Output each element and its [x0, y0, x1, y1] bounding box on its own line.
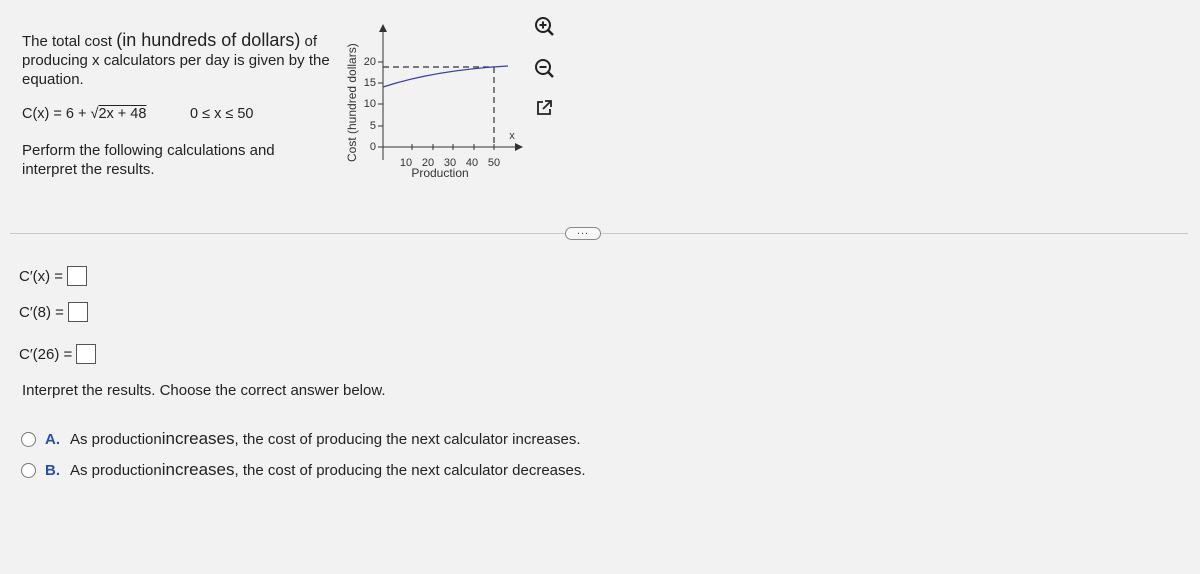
choice-b-text-a: As production: [70, 461, 162, 479]
choice-a-text-b: increases: [161, 429, 235, 448]
y-tick-label-0: 0: [369, 140, 376, 153]
interpret-prompt: Interpret the results. Choose the correct answer below.: [22, 382, 386, 399]
answer-row-c-prime-26: [19, 344, 96, 364]
answer-label-c-prime-8: C′(8) =: [19, 303, 64, 321]
choice-b-letter: B.: [45, 461, 60, 479]
choice-a-radio[interactable]: [21, 432, 36, 447]
zoom-in-button[interactable]: [532, 14, 556, 38]
answer-input-c-prime-26[interactable]: [76, 344, 96, 364]
x-tick-label-50: 50: [487, 157, 501, 169]
choice-b-radio[interactable]: [21, 463, 36, 478]
choice-b-text-b: increases: [161, 460, 235, 479]
graph-ylabel: Cost (hundred dollars): [345, 43, 359, 162]
instruction-text: Perform the following calculations and interpret the results.: [22, 142, 275, 178]
cost-graph: [340, 20, 530, 190]
y-tick-label-20: 20: [363, 55, 376, 68]
answer-input-derivative[interactable]: [67, 266, 87, 286]
problem-text-b: (in hundreds of dollars): [116, 30, 301, 50]
cost-equation: [22, 106, 146, 122]
choice-a-text-c: , the cost of producing the next calculator increases.: [234, 430, 581, 448]
popout-button[interactable]: [532, 96, 556, 120]
answer-input-c-prime-8[interactable]: [68, 302, 88, 322]
answer-row-c-prime-8: [19, 302, 88, 322]
more-button[interactable]: ...: [565, 227, 601, 240]
x-axis-symbol: x: [509, 130, 515, 142]
y-axis-arrow: [379, 24, 387, 32]
y-tick-label-15: 15: [363, 76, 376, 89]
equation-lhs: C(x) = 6 +: [22, 106, 91, 122]
graph-xlabel: Production: [411, 166, 469, 180]
equation-radicand: 2x + 48: [98, 106, 147, 122]
popout-icon: [534, 98, 554, 118]
zoom-out-button[interactable]: [532, 56, 556, 80]
domain-constraint: 0 ≤ x ≤ 50: [190, 106, 254, 122]
y-tick-label-5: 5: [369, 119, 376, 132]
cost-curve: [383, 66, 508, 87]
x-tick-label-10: 10: [399, 157, 413, 169]
sqrt-symbol: √: [90, 106, 99, 122]
x-axis-arrow: [515, 143, 523, 151]
problem-statement: [22, 31, 342, 89]
answer-label-c-prime-26: C′(26) =: [19, 345, 73, 363]
y-tick-label-10: 10: [363, 97, 376, 110]
choice-b[interactable]: [21, 460, 586, 480]
problem-text-c: of producing x calculators per day is given by the equation.: [22, 33, 330, 88]
choice-a-text-a: As production: [70, 430, 162, 448]
zoom-in-icon: [533, 15, 555, 37]
x-tick-label-30: 30: [443, 157, 457, 169]
problem-text-a: The total cost: [22, 33, 117, 50]
choice-b-text-c: , the cost of producing the next calculator decreases.: [234, 461, 586, 479]
x-tick-label-20: 20: [421, 157, 435, 169]
answer-label-derivative: C′(x) =: [19, 267, 64, 285]
choice-a-letter: A.: [45, 430, 60, 448]
zoom-out-icon: [533, 57, 555, 79]
answer-row-derivative: [19, 266, 87, 286]
x-tick-label-40: 40: [465, 157, 479, 169]
choice-a[interactable]: [21, 429, 581, 449]
